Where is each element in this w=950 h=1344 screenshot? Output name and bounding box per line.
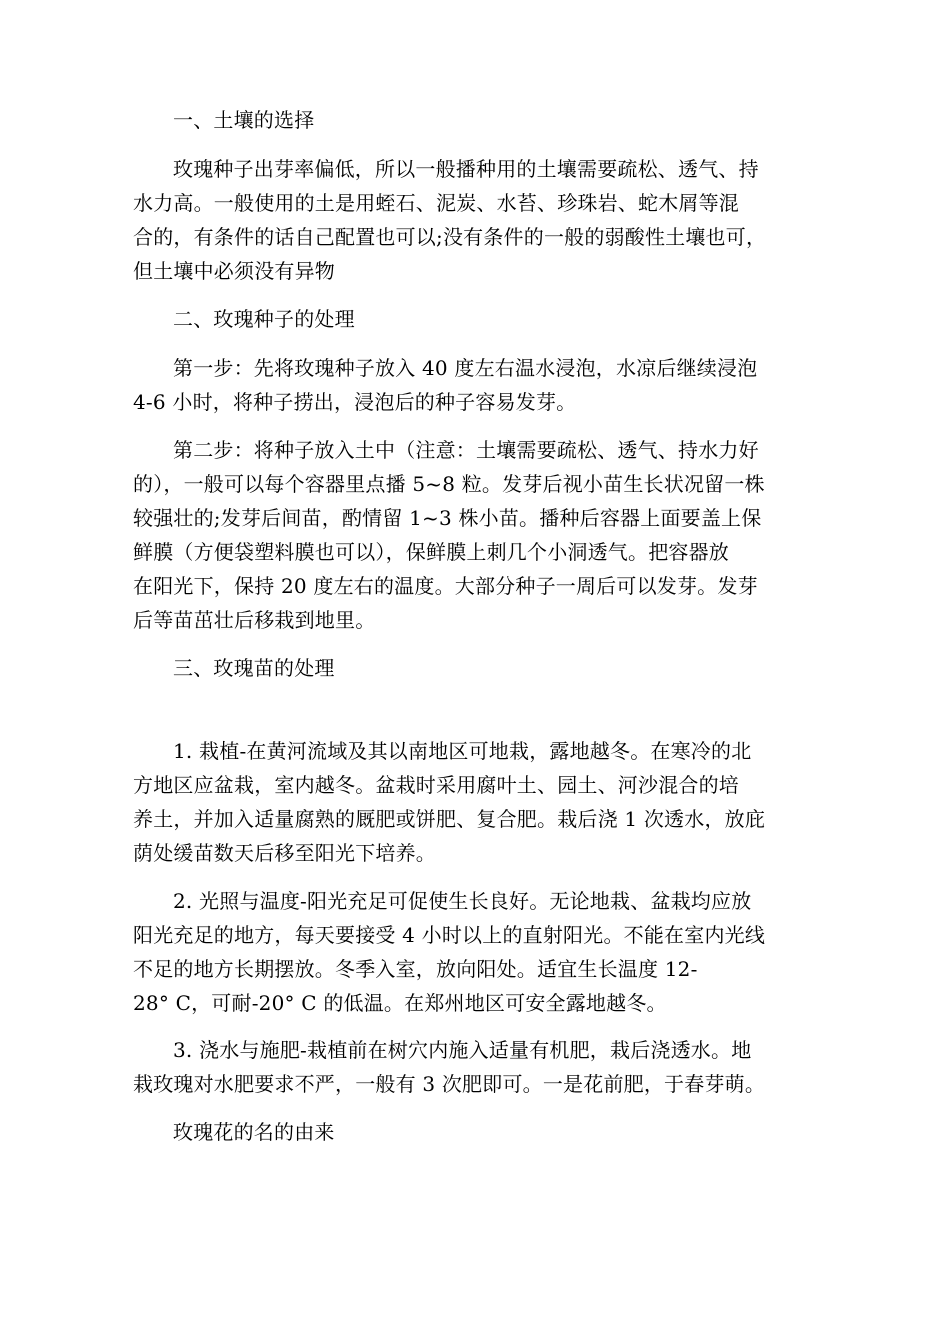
- heading-text: 三、玫瑰苗的处理: [173, 656, 335, 680]
- text-line: 2. 光照与温度-阳光充足可促使生长良好。无论地栽、盆栽均应放: [173, 889, 752, 913]
- text-line: 水力高。一般使用的土是用蛭石、泥炭、水苔、珍珠岩、蛇木屑等混: [133, 191, 739, 215]
- heading-text: 玫瑰花的名的由来: [173, 1120, 335, 1144]
- text-line: 后等苗茁壮后移栽到地里。: [133, 608, 376, 632]
- text-line: 不足的地方长期摆放。冬季入室，放向阳处。适宜生长温度 12-: [133, 957, 698, 981]
- text-line: 4-6 小时，将种子捞出，浸泡后的种子容易发芽。: [133, 390, 577, 414]
- text-line: 较强壮的;发芽后间苗，酌情留 1~3 株小苗。播种后容器上面要盖上保: [133, 506, 762, 530]
- list-item-water-fertilizer: [133, 1033, 833, 1101]
- text-line: 阳光充足的地方，每天要接受 4 小时以上的直射阳光。不能在室内光线: [133, 923, 766, 947]
- text-line: 28° C，可耐-20° C 的低温。在郑州地区可安全露地越冬。: [133, 991, 667, 1015]
- section-heading-soil: [133, 103, 833, 137]
- heading-text: 一、土壤的选择: [173, 108, 315, 132]
- text-line: 合的，有条件的话自己配置也可以;没有条件的一般的弱酸性土壤也可，: [133, 225, 767, 249]
- text-line: 第一步：先将玫瑰种子放入 40 度左右温水浸泡，水凉后继续浸泡: [173, 356, 758, 380]
- text-line: 荫处缓苗数天后移至阳光下培养。: [133, 841, 436, 865]
- text-line: 鲜膜（方便袋塑料膜也可以），保鲜膜上刺几个小洞透气。把容器放: [133, 540, 729, 564]
- text-line: 在阳光下，保持 20 度左右的温度。大部分种子一周后可以发芽。发芽: [133, 574, 758, 598]
- text-line: 的），一般可以每个容器里点播 5~8 粒。发芽后视小苗生长状况留一株: [133, 472, 765, 496]
- list-item-light-temperature: [133, 884, 833, 1020]
- text-line: 方地区应盆栽，室内越冬。盆栽时采用腐叶土、园土、河沙混合的培: [133, 773, 739, 797]
- text-line: 玫瑰种子出芽率偏低，所以一般播种用的土壤需要疏松、透气、持: [173, 157, 759, 181]
- text-line: 1. 栽植-在黄河流域及其以南地区可地栽，露地越冬。在寒冷的北: [173, 739, 752, 763]
- text-line: 栽玫瑰对水肥要求不严，一般有 3 次肥即可。一是花前肥，于春芽萌。: [133, 1072, 766, 1096]
- heading-text: 二、玫瑰种子的处理: [173, 307, 355, 331]
- paragraph-step1: [133, 351, 833, 419]
- paragraph-soil: [133, 152, 833, 288]
- section-heading-seedling: [133, 651, 833, 685]
- section-heading-name-origin: [133, 1115, 833, 1149]
- paragraph-step2: [133, 433, 833, 637]
- list-item-planting: [133, 734, 833, 870]
- text-line: 3. 浇水与施肥-栽植前在树穴内施入适量有机肥，栽后浇透水。地: [173, 1038, 752, 1062]
- section-heading-seed: [133, 302, 833, 336]
- text-line: 养土，并加入适量腐熟的厩肥或饼肥、复合肥。栽后浇 1 次透水，放庇: [133, 807, 766, 831]
- text-line: 第二步：将种子放入土中（注意：土壤需要疏松、透气、持水力好: [173, 438, 759, 462]
- text-line: 但土壤中必须没有异物: [133, 259, 335, 283]
